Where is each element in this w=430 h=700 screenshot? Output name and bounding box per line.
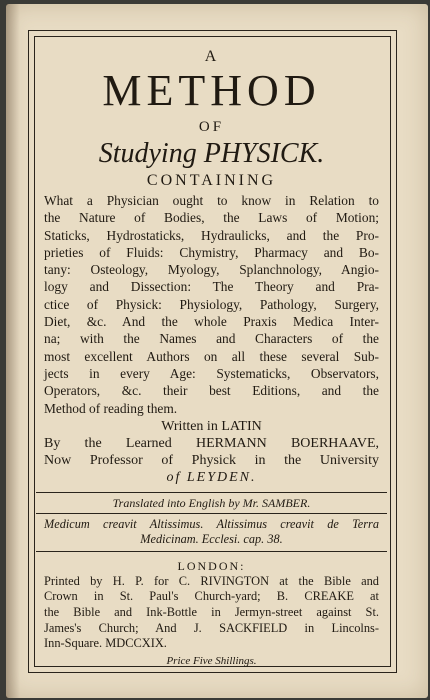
contents-description <box>36 192 387 417</box>
imprint-line: Crown in St. Paul's Church-yard; B. CREAKE at <box>44 589 379 604</box>
title-of: OF <box>198 119 225 135</box>
body-line: ctice of Physick: Physiology, Pathology, Surgery, <box>44 296 379 312</box>
latin-motto <box>36 514 387 549</box>
imprint <box>36 574 387 652</box>
body-line: most excellent Authors on all these several Sub- <box>44 348 379 364</box>
body-line: logy and Dissection: The Theory and Pra- <box>44 279 379 295</box>
imprint-line: Printed by H. P. for C. RIVINGTON at the Bible and <box>44 573 379 588</box>
body-line: What a Physician ought to know in Relation to <box>44 193 379 208</box>
author-statement <box>36 435 387 469</box>
motto-line: Medicinam. Ecclesi. cap. 38. <box>140 531 283 546</box>
imprint-line: James's Church; And J. SACKFIELD in Lincolns- <box>44 620 379 635</box>
translator-line: Translated into English by Mr. SAMBER. <box>112 495 311 510</box>
body-line: prieties of Fluids: Chymistry, Pharmacy and Bo- <box>44 244 379 260</box>
body-line: Diet, &c. And the whole Praxis Medica Inter- <box>44 314 379 330</box>
title-studying-physick: Studying PHYSICK. <box>98 138 325 169</box>
divider-rule <box>36 551 387 552</box>
motto-line: Medicum creavit Altissimus. Altissimus creavit de Terra <box>44 516 379 531</box>
containing-heading: CONTAINING <box>146 172 277 189</box>
imprint-place: LONDON: <box>177 558 246 573</box>
title-article: A <box>204 48 219 65</box>
imprint-line: the Bible and Ink-Bottle in Jermyn-street against St. <box>44 605 379 620</box>
spine-shadow <box>6 4 20 698</box>
university-leyden: of LEYDEN. <box>166 469 257 485</box>
body-line: na; with the Names and Characters of the <box>44 331 379 347</box>
body-line: Staticks, Hydrostaticks, Hydraulicks, and the Pro- <box>44 227 379 243</box>
author-line: By the Learned HERMANN BOERHAAVE, <box>44 435 379 451</box>
body-line: tany: Osteology, Myology, Splanchnology, Angio- <box>44 262 379 278</box>
body-line: Operators, &c. their best Editions, and the <box>44 383 379 399</box>
body-line: Method of reading them. <box>44 400 178 416</box>
written-in-latin: Written in LATIN <box>161 418 262 434</box>
title-page-content <box>36 40 387 652</box>
author-line: Now Professor of Physick in the University <box>44 452 379 468</box>
body-line: the Nature of Bodies, the Laws of Motion; <box>44 210 379 226</box>
title-method: METHOD <box>102 66 321 115</box>
body-line: jects in every Age: Systematicks, Observators, <box>44 365 379 381</box>
price-line: Price Five Shillings. <box>166 655 257 667</box>
imprint-line: Inn-Square. MDCCXIX. <box>44 636 167 651</box>
